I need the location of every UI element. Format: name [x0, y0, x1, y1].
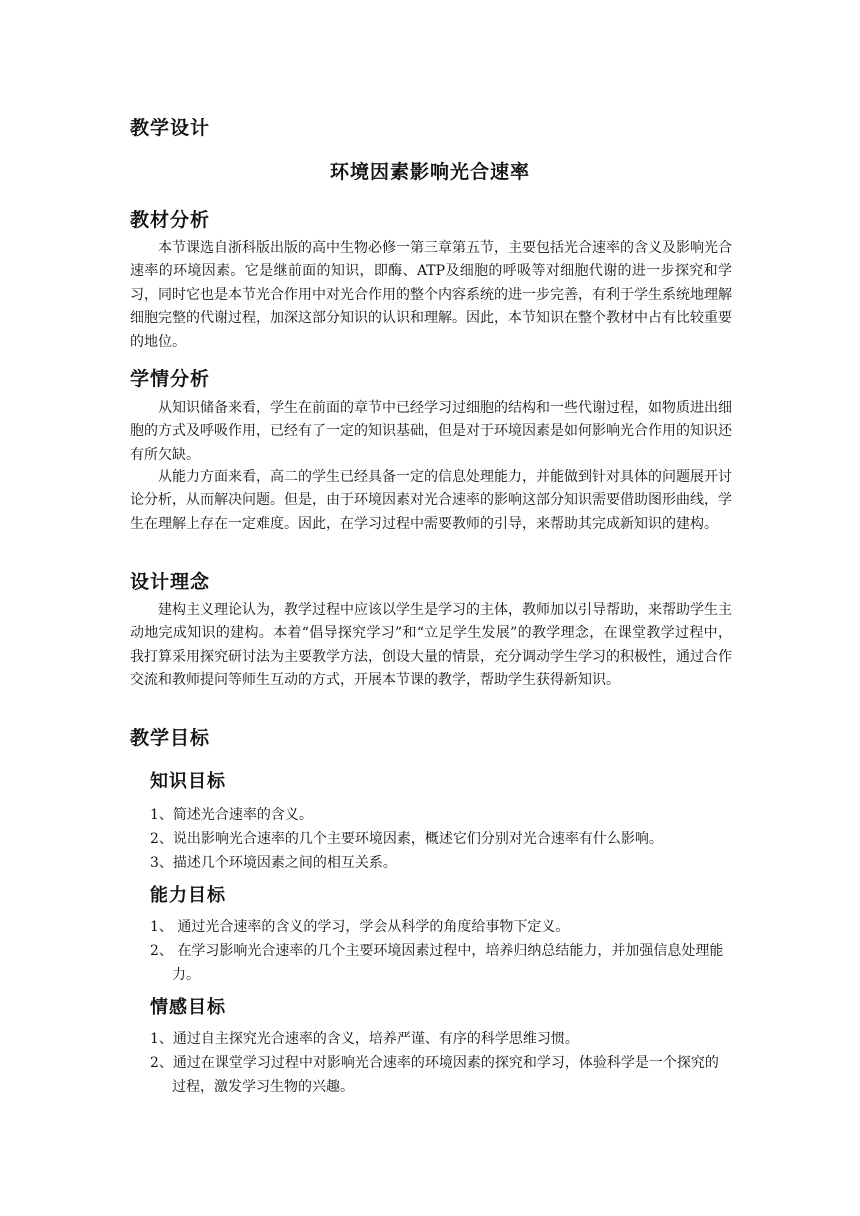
list-item: 1、 通过光合速率的含义的学习，学会从科学的角度给事物下定义。 — [150, 919, 570, 935]
sub-heading-knowledge-goals: 知识目标 — [150, 771, 226, 792]
knowledge-goals-list — [150, 803, 732, 875]
sub-heading-ability-goals: 能力目标 — [150, 885, 226, 906]
section-heading-student-analysis: 学情分析 — [130, 368, 211, 390]
design-concept-paragraph: 建构主义理论认为，教学过程中应该以学生是学习的主体，教师加以引导帮助，来帮助学生主动地完成知识的建构。本着“倡导探究学习”和“立足学生发展”的教学理念，在课堂教学过程中，我打算采用探究研讨法为主要教学方法，创设大量的情景，充分调动学生学习的积极性，通过合作交流和教师提问等师生互动的方式，开展本节课的教学，帮助学生获得新知识。 — [130, 602, 732, 689]
emotion-goals-list — [150, 1027, 732, 1099]
main-title: 环境因素影响光合速率 — [329, 161, 530, 183]
document-title: 教学设计 — [130, 117, 211, 139]
textbook-analysis-paragraph: 本节课选自浙科版出版的高中生物必修一第三章第五节，主要包括光合速率的含义及影响光合速率的环境因素。它是继前面的知识，即酶、ATP及细胞的呼吸等对细胞代谢的进一步探究和学习，同时它也是本节光合作用中对光合作用的整个内容系统的进一步完善，有利于学生系统地理解细胞完整的代谢过程，加深这部分知识的认识和理解。因此，本节知识在整个教材中占有比较重要的地位。 — [130, 240, 732, 350]
sub-heading-emotion-goals: 情感目标 — [150, 997, 226, 1018]
student-analysis-paragraph-1: 从知识储备来看，学生在前面的章节中已经学习过细胞的结构和一些代谢过程，如物质进出细胞的方式及呼吸作用，已经有了一定的知识基础，但是对于环境因素是如何影响光合作用的知识还有所欠缺。 — [130, 400, 732, 463]
list-item: 3、描述几个环境因素之间的相互关系。 — [150, 855, 397, 871]
list-item: 2、说出影响光合速率的几个主要环境因素，概述它们分别对光合速率有什么影响。 — [150, 831, 663, 847]
list-item: 1、通过自主探究光合速率的含义，培养严谨、有序的科学思维习惯。 — [150, 1031, 579, 1047]
list-item: 2、 在学习影响光合速率的几个主要环境因素过程中，培养归纳总结能力，并加强信息处理能力。 — [150, 943, 724, 983]
section-heading-textbook-analysis: 教材分析 — [130, 209, 211, 231]
list-item: 2、通过在课堂学习过程中对影响光合速率的环境因素的探究和学习，体验科学是一个探究的过程，激发学习生物的兴趣。 — [150, 1055, 719, 1095]
ability-goals-list — [150, 915, 732, 987]
list-item: 1、简述光合速率的含义。 — [150, 807, 313, 823]
section-heading-design-concept: 设计理念 — [130, 571, 211, 593]
student-analysis-paragraph-2: 从能力方面来看，高二的学生已经具备一定的信息处理能力，并能做到针对具体的问题展开讨论分析，从而解决问题。但是，由于环境因素对光合速率的影响这部分知识需要借助图形曲线，学生在理解上存在一定难度。因此，在学习过程中需要教师的引导，来帮助其完成新知识的建构。 — [130, 469, 732, 532]
section-heading-teaching-goals: 教学目标 — [130, 727, 211, 749]
